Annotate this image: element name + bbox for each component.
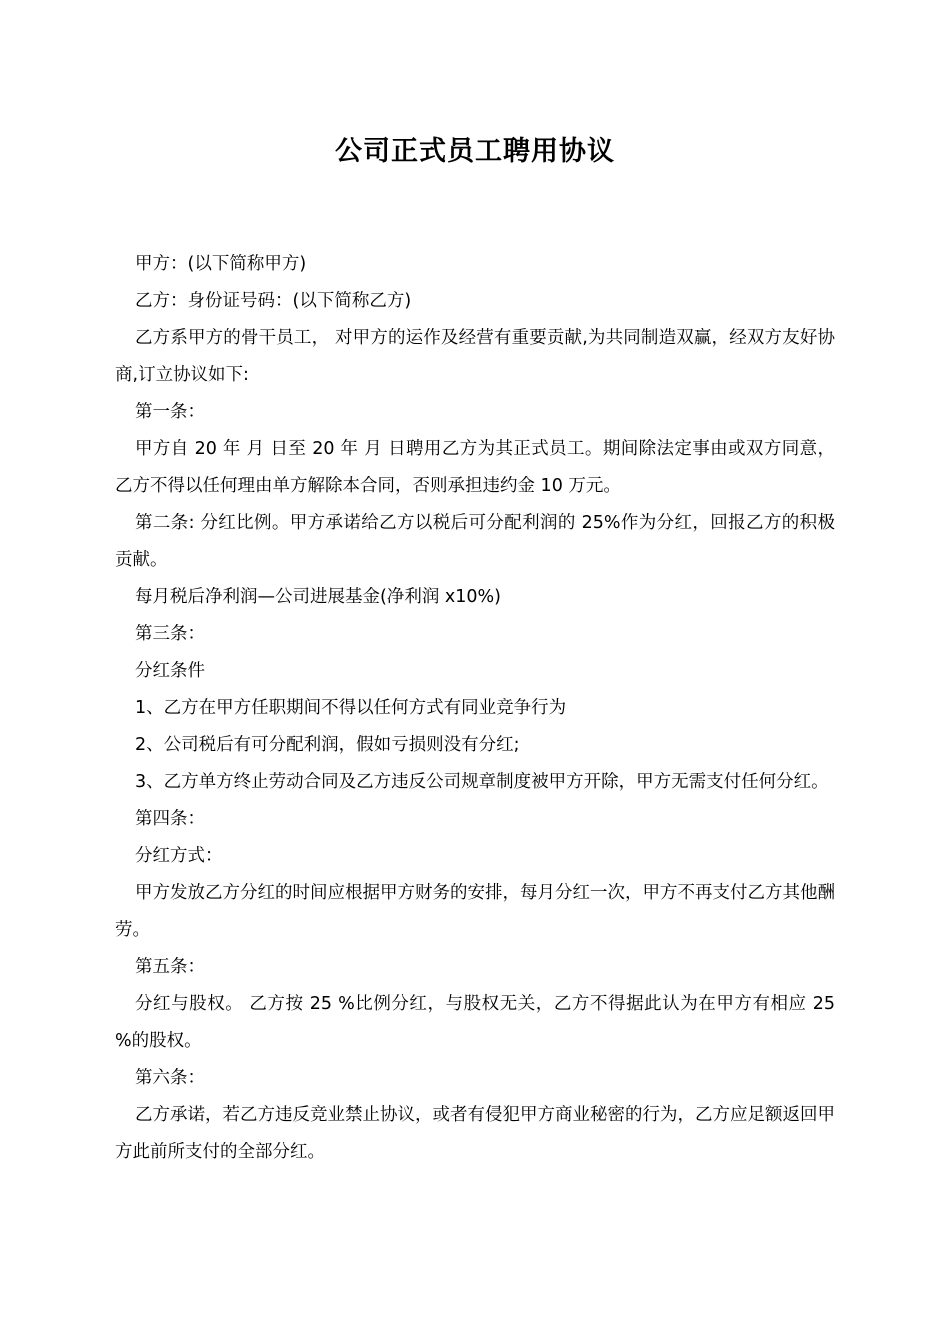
article-6-text: 乙方承诺，若乙方违反竞业禁止协议，或者有侵犯甲方商业秘密的行为，乙方应足额返回甲方此前所支付的全部分红。 <box>115 1105 835 1162</box>
condition-item-3: 3、乙方单方终止劳动合同及乙方违反公司规章制度被甲方开除，甲方无需支付任何分红。 <box>135 772 829 792</box>
party-a-line: 甲方：(以下简称甲方) <box>135 254 307 274</box>
dividend-conditions-heading: 分红条件 <box>135 661 205 681</box>
article-4-heading: 第四条： <box>135 809 205 829</box>
article-1-heading: 第一条： <box>135 402 205 422</box>
document-body <box>115 246 835 1171</box>
article-1-text: 甲方自 20 年 月 日至 20 年 月 日聘用乙方为其正式员工。期间除法定事由或双方同意，乙方不得以任何理由单方解除本合同，否则承担违约金 10 万元。 <box>115 439 835 496</box>
article-5-heading: 第五条： <box>135 957 205 977</box>
dividend-method-heading: 分红方式： <box>135 846 223 866</box>
article-4-text: 甲方发放乙方分红的时间应根据甲方财务的安排，每月分红一次，甲方不再支付乙方其他酬劳。 <box>115 883 835 940</box>
article-2-text: 第二条: 分红比例。甲方承诺给乙方以税后可分配利润的 25%作为分红，回报乙方的积极贡献。 <box>115 513 835 570</box>
preamble-paragraph: 乙方系甲方的骨干员工， 对甲方的运作及经营有重要贡献,为共同制造双赢，经双方友好协商,订立协议如下: <box>115 328 835 385</box>
condition-item-1: 1、乙方在甲方任职期间不得以任何方式有同业竞争行为 <box>135 698 567 718</box>
article-6-heading: 第六条： <box>135 1068 205 1088</box>
article-3-heading: 第三条： <box>135 624 205 644</box>
document-title: 公司正式员工聘用协议 <box>335 136 615 167</box>
profit-formula-line: 每月税后净利润—公司进展基金(净利润 x10%) <box>135 587 501 607</box>
article-5-text: 分红与股权。 乙方按 25 %比例分红，与股权无关，乙方不得据此认为在甲方有相应 25 %的股权。 <box>115 994 835 1051</box>
condition-item-2: 2、公司税后有可分配利润，假如亏损则没有分红; <box>135 735 520 755</box>
party-b-line: 乙方：身份证号码：(以下简称乙方) <box>135 291 412 311</box>
